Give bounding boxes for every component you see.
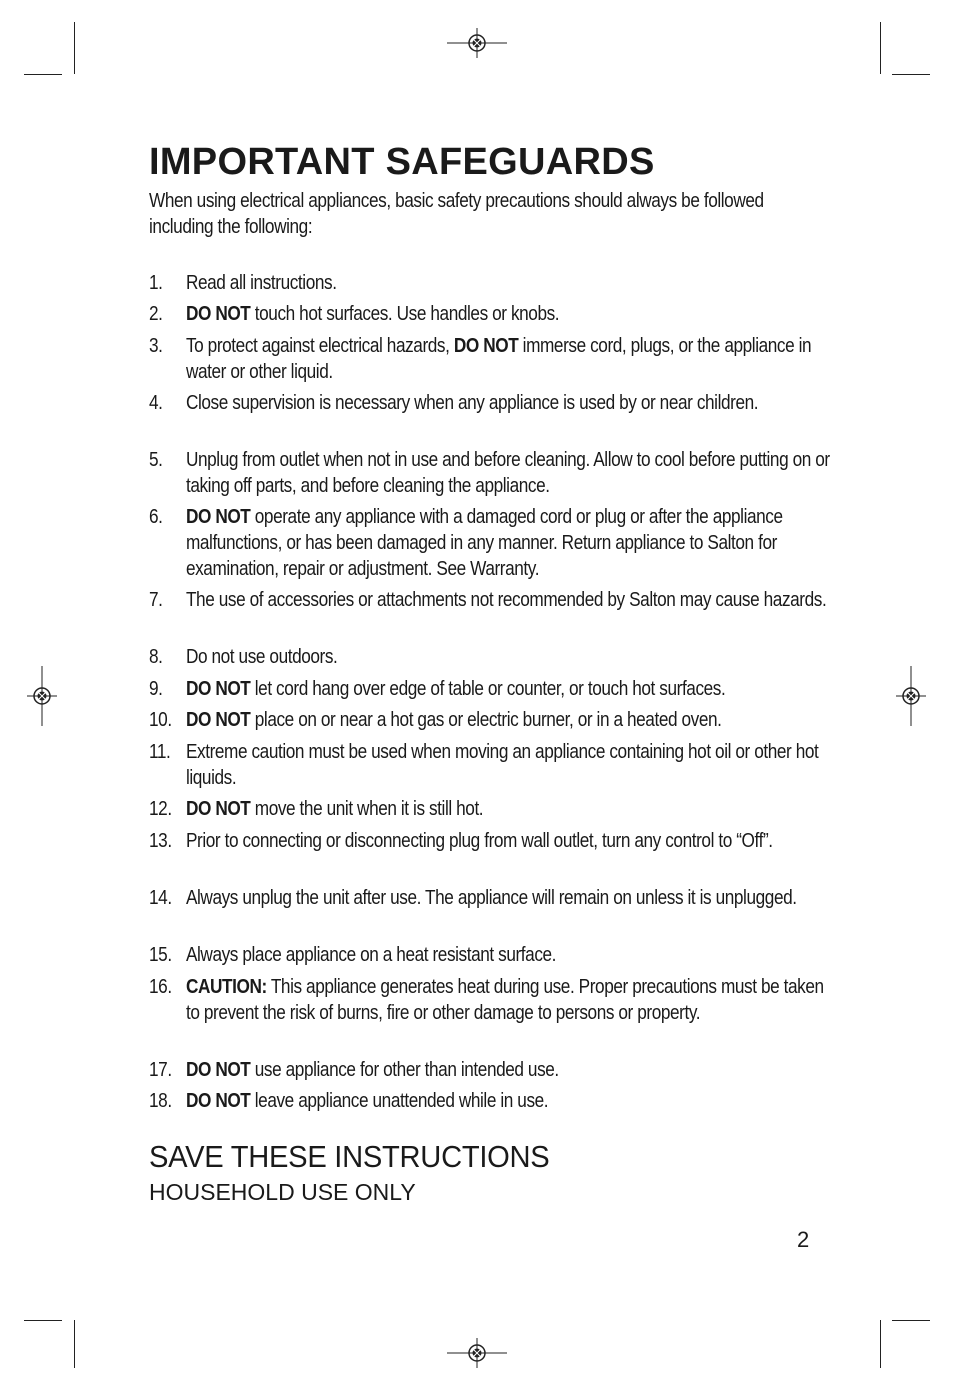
registration-mark-bottom-icon xyxy=(447,1338,507,1368)
item-text: DO NOT operate any appliance with a damaged cord or plug or after the appliance malfunctions, or has been damaged in any manner. Return appliance to Salton for examination, repair or adjustment. See Warranty. xyxy=(185,505,783,580)
registration-mark-top-icon xyxy=(447,28,507,58)
item-number: 17. xyxy=(149,1058,172,1081)
item-text: DO NOT touch hot surfaces. Use handles or knobs. xyxy=(185,302,560,325)
item-number: 7. xyxy=(149,588,163,611)
item-number: 13. xyxy=(149,829,172,852)
item-text: DO NOT use appliance for other than intended use. xyxy=(185,1058,559,1081)
item-number: 5. xyxy=(149,448,163,471)
item-number: 18. xyxy=(149,1089,172,1112)
crop-mark xyxy=(24,1320,62,1321)
item-number: 8. xyxy=(149,645,163,668)
item-text: Unplug from outlet when not in use and before cleaning. Allow to cool before putting on or taking off parts, and before cleaning the appliance. xyxy=(185,448,830,497)
item-number: 4. xyxy=(149,391,163,414)
save-instructions-heading: SAVE THESE INSTRUCTIONS xyxy=(149,1139,550,1174)
item-number: 2. xyxy=(149,302,163,325)
item-text: Prior to connecting or disconnecting plug from wall outlet, turn any control to “Off”. xyxy=(185,829,773,852)
crop-mark xyxy=(880,1320,881,1368)
item-number: 10. xyxy=(149,708,172,731)
item-text: Always place appliance on a heat resistant surface. xyxy=(185,943,557,966)
intro-paragraph: When using electrical appliances, basic safety precautions should always be followed including the following: xyxy=(149,189,764,238)
item-text: Extreme caution must be used when moving an appliance containing hot oil or other hot liquids. xyxy=(185,740,819,789)
item-number: 1. xyxy=(149,271,163,294)
item-text: Close supervision is necessary when any appliance is used by or near children. xyxy=(185,391,759,414)
item-number: 15. xyxy=(149,943,172,966)
item-number: 11. xyxy=(149,740,171,763)
item-text: DO NOT let cord hang over edge of table or counter, or touch hot surfaces. xyxy=(185,677,726,700)
item-text: The use of accessories or attachments not recommended by Salton may cause hazards. xyxy=(185,588,827,611)
item-text: DO NOT move the unit when it is still hot. xyxy=(185,797,484,820)
page-title: IMPORTANT SAFEGUARDS xyxy=(149,141,655,183)
crop-mark xyxy=(24,74,62,75)
item-text: DO NOT leave appliance unattended while in use. xyxy=(185,1089,549,1112)
crop-mark xyxy=(892,1320,930,1321)
item-number: 3. xyxy=(149,334,163,357)
item-number: 6. xyxy=(149,505,163,528)
item-number: 14. xyxy=(149,886,172,909)
registration-mark-right-icon xyxy=(896,666,926,726)
item-text: Always unplug the unit after use. The appliance will remain on unless it is unplugged. xyxy=(185,886,797,909)
page-number: 2 xyxy=(797,1227,810,1252)
crop-mark xyxy=(880,22,881,74)
item-number: 16. xyxy=(149,975,172,998)
item-number: 12. xyxy=(149,797,172,820)
registration-mark-left-icon xyxy=(27,666,57,726)
item-text: Do not use outdoors. xyxy=(185,645,338,668)
crop-mark xyxy=(74,1320,75,1368)
item-text: Read all instructions. xyxy=(185,271,337,294)
household-use-label: HOUSEHOLD USE ONLY xyxy=(149,1179,416,1205)
crop-mark xyxy=(892,74,930,75)
item-number: 9. xyxy=(149,677,163,700)
item-text: To protect against electrical hazards, DO NOT immerse cord, plugs, or the appliance in water or other liquid. xyxy=(185,334,812,383)
item-text: CAUTION: This appliance generates heat during use. Proper precautions must be taken to prevent the risk of burns, fire or other damage to persons or property. xyxy=(185,975,824,1024)
crop-mark xyxy=(74,22,75,74)
item-text: DO NOT place on or near a hot gas or electric burner, or in a heated oven. xyxy=(185,708,722,731)
